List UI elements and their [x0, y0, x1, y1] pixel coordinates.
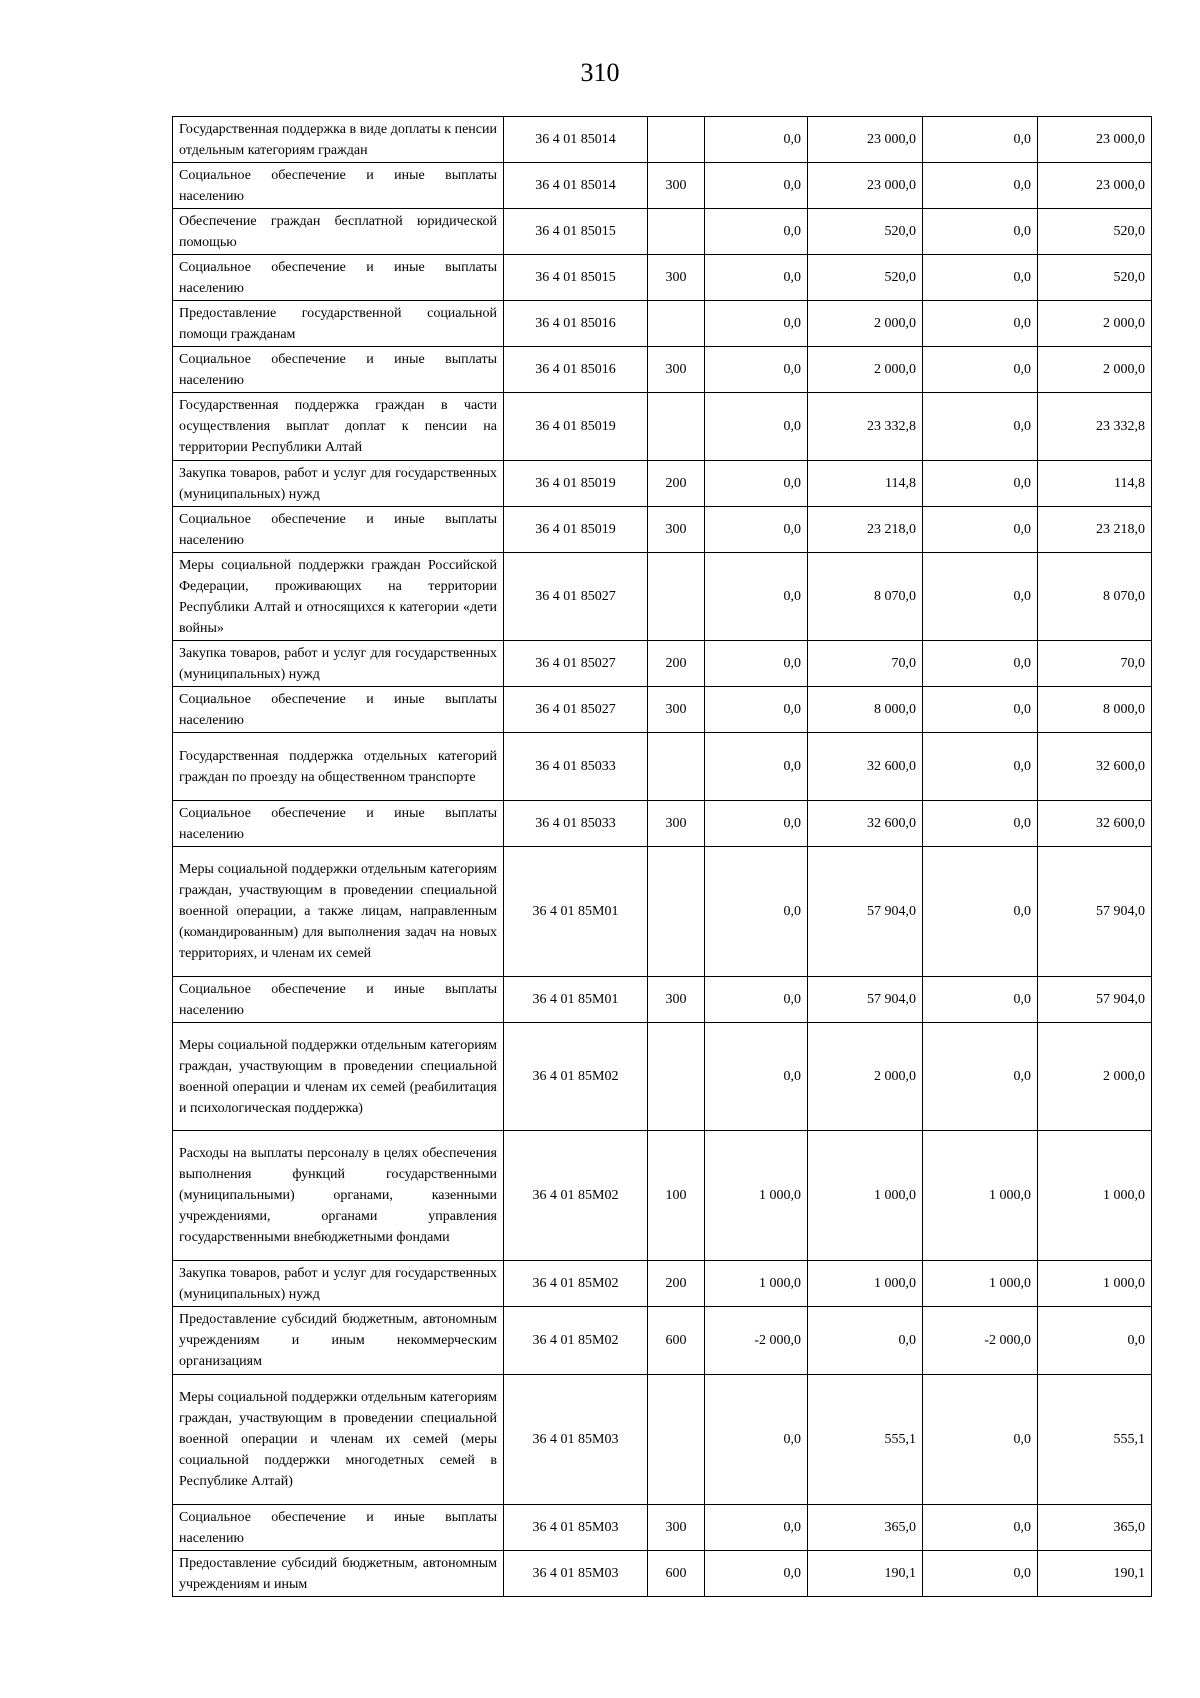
item-name-cell: Социальное обеспечение и иные выплаты населению — [173, 255, 504, 301]
amount-change-1-cell: 0,0 — [705, 1375, 808, 1505]
target-code-cell: 36 4 01 85015 — [504, 255, 648, 301]
item-name-cell: Меры социальной поддержки отдельным категориям граждан, участвующим в проведении специальной военной операции и членам их семей (меры социальной поддержки многодетных семей в Республике Алтай) — [173, 1375, 504, 1505]
amount-change-2-cell: 0,0 — [923, 347, 1038, 393]
budget-table — [172, 116, 1152, 1597]
item-name-cell: Меры социальной поддержки отдельным категориям граждан, участвующим в проведении специальной военной операции, а также лицам, направленным (командированным) для выполнения задач на новых территориях, и членам их семей — [173, 847, 504, 977]
amount-change-1-cell: 0,0 — [705, 393, 808, 461]
amount-change-1-cell: 0,0 — [705, 977, 808, 1023]
amount-change-1-cell: 0,0 — [705, 117, 808, 163]
amount-total-1-cell: 190,1 — [808, 1551, 923, 1597]
amount-change-1-cell: 0,0 — [705, 1551, 808, 1597]
amount-change-2-cell: 0,0 — [923, 117, 1038, 163]
amount-total-1-cell: 365,0 — [808, 1505, 923, 1551]
table-row — [173, 393, 1152, 461]
item-name-cell: Меры социальной поддержки граждан Российской Федерации, проживающих на территории Республики Алтай и относящихся к категории «дети войны» — [173, 553, 504, 641]
amount-change-2-cell: 1 000,0 — [923, 1261, 1038, 1307]
target-code-cell: 36 4 01 85М02 — [504, 1307, 648, 1375]
amount-total-1-cell: 8 000,0 — [808, 687, 923, 733]
item-name-cell: Предоставление субсидий бюджетным, автономным учреждениям и иным некоммерческим организациям — [173, 1307, 504, 1375]
expense-type-cell: 200 — [648, 641, 705, 687]
amount-total-1-cell: 1 000,0 — [808, 1131, 923, 1261]
item-name-cell: Расходы на выплаты персоналу в целях обеспечения выполнения функций государственными (муниципальными) органами, казенными учреждениями, органами управления государственными внебюджетными фондами — [173, 1131, 504, 1261]
amount-change-2-cell: 0,0 — [923, 1551, 1038, 1597]
expense-type-cell: 300 — [648, 1505, 705, 1551]
amount-total-2-cell: 2 000,0 — [1038, 301, 1152, 347]
amount-total-2-cell: 0,0 — [1038, 1307, 1152, 1375]
amount-total-1-cell: 114,8 — [808, 461, 923, 507]
table-row — [173, 847, 1152, 977]
table-row — [173, 733, 1152, 801]
expense-type-cell: 200 — [648, 461, 705, 507]
expense-type-cell: 300 — [648, 163, 705, 209]
target-code-cell: 36 4 01 85019 — [504, 393, 648, 461]
amount-total-2-cell: 32 600,0 — [1038, 733, 1152, 801]
expense-type-cell — [648, 847, 705, 977]
table-body — [173, 117, 1152, 1597]
amount-change-1-cell: 0,0 — [705, 847, 808, 977]
target-code-cell: 36 4 01 85019 — [504, 507, 648, 553]
expense-type-cell: 300 — [648, 507, 705, 553]
amount-total-2-cell: 520,0 — [1038, 255, 1152, 301]
expense-type-cell — [648, 117, 705, 163]
amount-total-1-cell: 23 332,8 — [808, 393, 923, 461]
table-row — [173, 977, 1152, 1023]
amount-change-2-cell: 0,0 — [923, 301, 1038, 347]
amount-total-1-cell: 520,0 — [808, 255, 923, 301]
amount-change-2-cell: 0,0 — [923, 801, 1038, 847]
amount-change-2-cell: 0,0 — [923, 1023, 1038, 1131]
amount-total-1-cell: 555,1 — [808, 1375, 923, 1505]
item-name-cell: Обеспечение граждан бесплатной юридической помощью — [173, 209, 504, 255]
item-name-cell: Предоставление субсидий бюджетным, автономным учреждениям и иным — [173, 1551, 504, 1597]
amount-total-2-cell: 57 904,0 — [1038, 977, 1152, 1023]
expense-type-cell — [648, 301, 705, 347]
amount-total-1-cell: 32 600,0 — [808, 801, 923, 847]
target-code-cell: 36 4 01 85М02 — [504, 1261, 648, 1307]
amount-change-1-cell: 0,0 — [705, 1505, 808, 1551]
table-row — [173, 1505, 1152, 1551]
table-row — [173, 1551, 1152, 1597]
table-row — [173, 163, 1152, 209]
amount-total-1-cell: 2 000,0 — [808, 1023, 923, 1131]
table-row — [173, 687, 1152, 733]
amount-total-1-cell: 8 070,0 — [808, 553, 923, 641]
amount-total-2-cell: 1 000,0 — [1038, 1261, 1152, 1307]
amount-change-1-cell: 1 000,0 — [705, 1261, 808, 1307]
table-row — [173, 209, 1152, 255]
amount-change-1-cell: 0,0 — [705, 347, 808, 393]
target-code-cell: 36 4 01 85М01 — [504, 977, 648, 1023]
amount-change-2-cell: -2 000,0 — [923, 1307, 1038, 1375]
amount-change-1-cell: 0,0 — [705, 209, 808, 255]
amount-change-1-cell: -2 000,0 — [705, 1307, 808, 1375]
expense-type-cell — [648, 1023, 705, 1131]
amount-total-1-cell: 23 000,0 — [808, 163, 923, 209]
amount-total-2-cell: 8 070,0 — [1038, 553, 1152, 641]
amount-total-2-cell: 8 000,0 — [1038, 687, 1152, 733]
item-name-cell: Социальное обеспечение и иные выплаты населению — [173, 507, 504, 553]
expense-type-cell — [648, 553, 705, 641]
item-name-cell: Закупка товаров, работ и услуг для государственных (муниципальных) нужд — [173, 461, 504, 507]
table-row — [173, 301, 1152, 347]
expense-type-cell — [648, 209, 705, 255]
amount-change-1-cell: 1 000,0 — [705, 1131, 808, 1261]
amount-change-2-cell: 0,0 — [923, 255, 1038, 301]
amount-total-1-cell: 70,0 — [808, 641, 923, 687]
target-code-cell: 36 4 01 85М02 — [504, 1131, 648, 1261]
expense-type-cell: 600 — [648, 1307, 705, 1375]
table-row — [173, 1023, 1152, 1131]
item-name-cell: Закупка товаров, работ и услуг для государственных (муниципальных) нужд — [173, 1261, 504, 1307]
item-name-cell: Меры социальной поддержки отдельным категориям граждан, участвующим в проведении специальной военной операции и членам их семей (реабилитация и психологическая поддержка) — [173, 1023, 504, 1131]
item-name-cell: Социальное обеспечение и иные выплаты населению — [173, 977, 504, 1023]
amount-change-2-cell: 0,0 — [923, 553, 1038, 641]
amount-total-2-cell: 23 218,0 — [1038, 507, 1152, 553]
table-row — [173, 1307, 1152, 1375]
table-row — [173, 507, 1152, 553]
expense-type-cell: 600 — [648, 1551, 705, 1597]
target-code-cell: 36 4 01 85019 — [504, 461, 648, 507]
amount-change-1-cell: 0,0 — [705, 461, 808, 507]
amount-change-2-cell: 0,0 — [923, 733, 1038, 801]
amount-total-2-cell: 555,1 — [1038, 1375, 1152, 1505]
amount-total-2-cell: 365,0 — [1038, 1505, 1152, 1551]
target-code-cell: 36 4 01 85027 — [504, 641, 648, 687]
expense-type-cell — [648, 393, 705, 461]
expense-type-cell: 100 — [648, 1131, 705, 1261]
item-name-cell: Государственная поддержка отдельных категорий граждан по проезду на общественном транспорте — [173, 733, 504, 801]
amount-change-1-cell: 0,0 — [705, 687, 808, 733]
table-row — [173, 117, 1152, 163]
target-code-cell: 36 4 01 85М03 — [504, 1505, 648, 1551]
amount-total-2-cell: 114,8 — [1038, 461, 1152, 507]
target-code-cell: 36 4 01 85033 — [504, 733, 648, 801]
amount-change-2-cell: 0,0 — [923, 507, 1038, 553]
amount-change-2-cell: 0,0 — [923, 977, 1038, 1023]
amount-total-2-cell: 23 000,0 — [1038, 117, 1152, 163]
amount-total-1-cell: 23 218,0 — [808, 507, 923, 553]
amount-total-2-cell: 70,0 — [1038, 641, 1152, 687]
item-name-cell: Социальное обеспечение и иные выплаты населению — [173, 1505, 504, 1551]
expense-type-cell: 200 — [648, 1261, 705, 1307]
target-code-cell: 36 4 01 85016 — [504, 301, 648, 347]
item-name-cell: Государственная поддержка в виде доплаты к пенсии отдельным категориям граждан — [173, 117, 504, 163]
amount-change-2-cell: 0,0 — [923, 461, 1038, 507]
amount-change-2-cell: 0,0 — [923, 687, 1038, 733]
amount-change-2-cell: 0,0 — [923, 1505, 1038, 1551]
amount-change-1-cell: 0,0 — [705, 733, 808, 801]
amount-total-2-cell: 32 600,0 — [1038, 801, 1152, 847]
table-row — [173, 1375, 1152, 1505]
expense-type-cell: 300 — [648, 977, 705, 1023]
amount-total-2-cell: 1 000,0 — [1038, 1131, 1152, 1261]
target-code-cell: 36 4 01 85014 — [504, 117, 648, 163]
target-code-cell: 36 4 01 85027 — [504, 553, 648, 641]
target-code-cell: 36 4 01 85016 — [504, 347, 648, 393]
item-name-cell: Социальное обеспечение и иные выплаты населению — [173, 801, 504, 847]
table-row — [173, 801, 1152, 847]
amount-total-1-cell: 32 600,0 — [808, 733, 923, 801]
table-row — [173, 553, 1152, 641]
table-row — [173, 1131, 1152, 1261]
amount-total-1-cell: 2 000,0 — [808, 347, 923, 393]
expense-type-cell: 300 — [648, 255, 705, 301]
table-row — [173, 255, 1152, 301]
amount-total-1-cell: 57 904,0 — [808, 847, 923, 977]
item-name-cell: Социальное обеспечение и иные выплаты населению — [173, 687, 504, 733]
amount-total-2-cell: 57 904,0 — [1038, 847, 1152, 977]
target-code-cell: 36 4 01 85033 — [504, 801, 648, 847]
amount-total-1-cell: 23 000,0 — [808, 117, 923, 163]
target-code-cell: 36 4 01 85015 — [504, 209, 648, 255]
target-code-cell: 36 4 01 85027 — [504, 687, 648, 733]
target-code-cell: 36 4 01 85М01 — [504, 847, 648, 977]
target-code-cell: 36 4 01 85014 — [504, 163, 648, 209]
item-name-cell: Закупка товаров, работ и услуг для государственных (муниципальных) нужд — [173, 641, 504, 687]
table-row — [173, 1261, 1152, 1307]
amount-change-2-cell: 0,0 — [923, 209, 1038, 255]
table-row — [173, 347, 1152, 393]
amount-total-2-cell: 2 000,0 — [1038, 347, 1152, 393]
amount-total-2-cell: 23 332,8 — [1038, 393, 1152, 461]
amount-change-1-cell: 0,0 — [705, 255, 808, 301]
target-code-cell: 36 4 01 85М02 — [504, 1023, 648, 1131]
expense-type-cell — [648, 1375, 705, 1505]
amount-change-1-cell: 0,0 — [705, 1023, 808, 1131]
item-name-cell: Государственная поддержка граждан в части осуществления выплат доплат к пенсии на территории Республики Алтай — [173, 393, 504, 461]
amount-change-1-cell: 0,0 — [705, 801, 808, 847]
amount-change-2-cell: 0,0 — [923, 163, 1038, 209]
amount-change-2-cell: 1 000,0 — [923, 1131, 1038, 1261]
amount-change-1-cell: 0,0 — [705, 507, 808, 553]
amount-total-1-cell: 520,0 — [808, 209, 923, 255]
amount-total-1-cell: 2 000,0 — [808, 301, 923, 347]
amount-total-1-cell: 1 000,0 — [808, 1261, 923, 1307]
amount-change-1-cell: 0,0 — [705, 301, 808, 347]
amount-change-2-cell: 0,0 — [923, 847, 1038, 977]
amount-total-2-cell: 2 000,0 — [1038, 1023, 1152, 1131]
item-name-cell: Социальное обеспечение и иные выплаты населению — [173, 163, 504, 209]
amount-total-2-cell: 190,1 — [1038, 1551, 1152, 1597]
amount-total-2-cell: 23 000,0 — [1038, 163, 1152, 209]
target-code-cell: 36 4 01 85М03 — [504, 1375, 648, 1505]
amount-change-1-cell: 0,0 — [705, 641, 808, 687]
item-name-cell: Социальное обеспечение и иные выплаты населению — [173, 347, 504, 393]
amount-total-1-cell: 57 904,0 — [808, 977, 923, 1023]
table-row — [173, 461, 1152, 507]
amount-total-1-cell: 0,0 — [808, 1307, 923, 1375]
expense-type-cell: 300 — [648, 801, 705, 847]
page-number: 310 — [580, 58, 620, 87]
amount-change-1-cell: 0,0 — [705, 163, 808, 209]
expense-type-cell — [648, 733, 705, 801]
expense-type-cell: 300 — [648, 687, 705, 733]
amount-change-2-cell: 0,0 — [923, 1375, 1038, 1505]
target-code-cell: 36 4 01 85М03 — [504, 1551, 648, 1597]
amount-change-1-cell: 0,0 — [705, 553, 808, 641]
table-row — [173, 641, 1152, 687]
item-name-cell: Предоставление государственной социальной помощи гражданам — [173, 301, 504, 347]
amount-change-2-cell: 0,0 — [923, 641, 1038, 687]
expense-type-cell: 300 — [648, 347, 705, 393]
amount-change-2-cell: 0,0 — [923, 393, 1038, 461]
amount-total-2-cell: 520,0 — [1038, 209, 1152, 255]
